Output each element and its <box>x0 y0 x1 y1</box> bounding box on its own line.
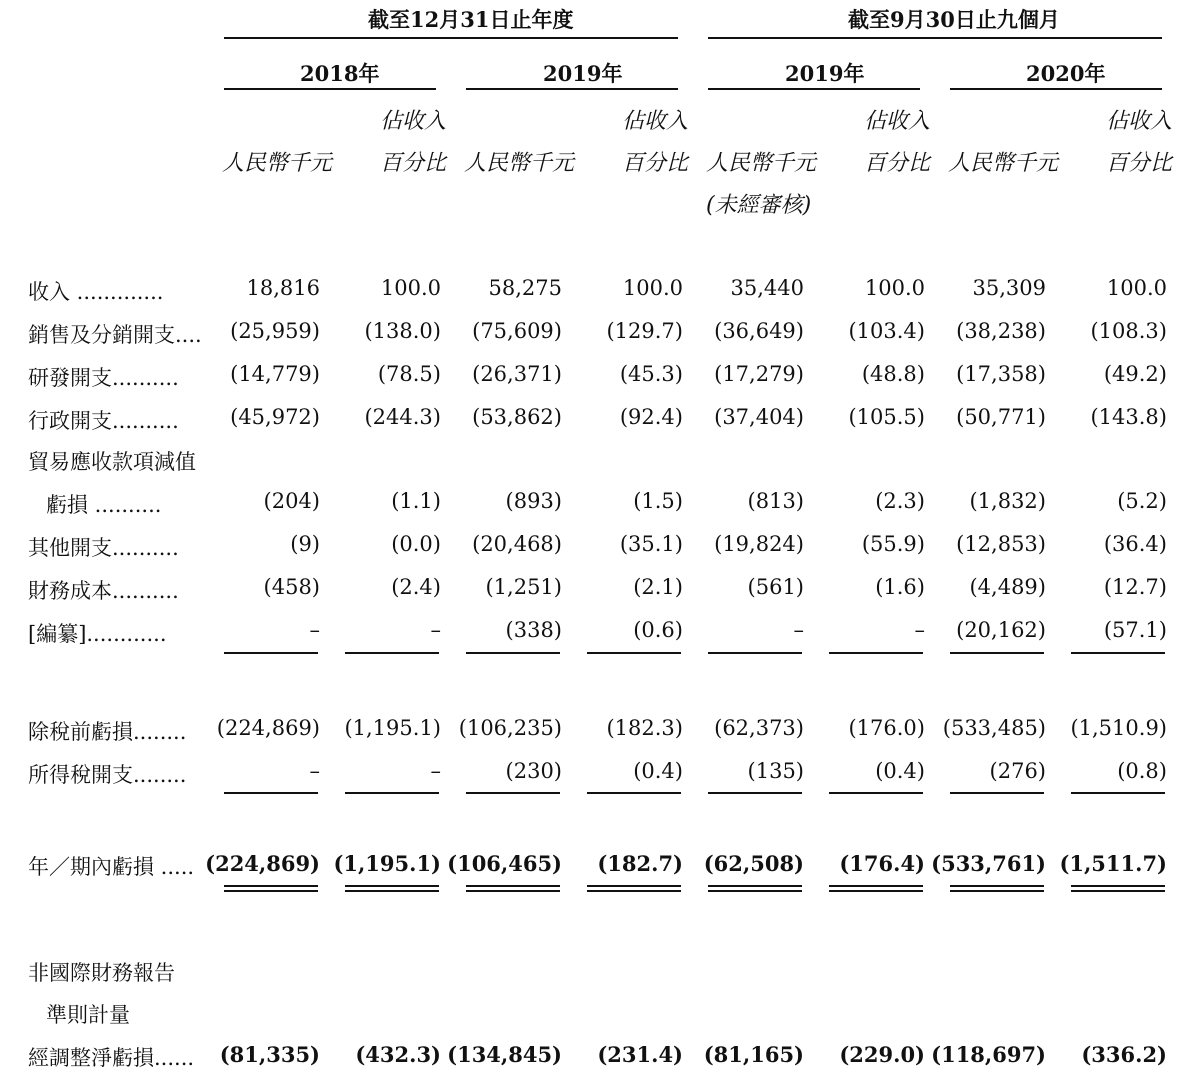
subtotal-rule <box>829 792 923 794</box>
table-cell: (19,824) <box>714 532 804 556</box>
row-label: 財務成本.......... <box>28 579 179 603</box>
table-cell: 100.0 <box>864 276 925 300</box>
table-cell: – <box>430 759 441 783</box>
subtotal-rule <box>1071 652 1165 654</box>
table-cell: (336.2) <box>1081 1042 1167 1067</box>
table-cell: (143.8) <box>1090 405 1167 429</box>
group1-rule <box>224 37 678 39</box>
subtotal-rule <box>466 652 560 654</box>
table-cell: – <box>309 618 320 642</box>
table-cell: (0.8) <box>1117 759 1167 783</box>
row-label: [編纂]............ <box>28 622 167 646</box>
table-cell: (1,251) <box>485 575 562 599</box>
table-cell: (244.3) <box>364 405 441 429</box>
table-cell: (813) <box>747 489 804 513</box>
total-double-rule <box>950 885 1044 892</box>
table-cell: (533,485) <box>942 716 1046 740</box>
table-cell: (62,508) <box>703 851 804 876</box>
table-cell: (134,845) <box>447 1042 562 1067</box>
year-2020-9m-header: 2020年 <box>1026 61 1106 86</box>
table-cell: (106,465) <box>447 851 562 876</box>
table-cell: (37,404) <box>714 405 804 429</box>
subtotal-rule <box>950 652 1044 654</box>
table-cell: (36,649) <box>714 319 804 343</box>
table-cell: (57.1) <box>1103 618 1167 642</box>
year-2019-header: 2019年 <box>543 61 623 86</box>
table-cell: (106,235) <box>458 716 562 740</box>
table-cell: (1,195.1) <box>344 716 441 740</box>
subtotal-rule <box>1071 792 1165 794</box>
table-cell: – <box>430 618 441 642</box>
subtotal-rule <box>345 792 439 794</box>
table-cell: (1,195.1) <box>333 851 441 876</box>
table-cell: (338) <box>505 618 562 642</box>
group2-rule <box>708 37 1162 39</box>
table-cell: (75,609) <box>472 319 562 343</box>
year-rule-2 <box>466 88 678 90</box>
table-cell: (1,832) <box>969 489 1046 513</box>
table-cell: – <box>914 618 925 642</box>
table-cell: (224,869) <box>205 851 320 876</box>
table-cell: 58,275 <box>488 276 562 300</box>
table-cell: (36.4) <box>1103 532 1167 556</box>
table-cell: (81,165) <box>703 1042 804 1067</box>
subtotal-rule <box>224 652 318 654</box>
table-cell: (78.5) <box>377 362 441 386</box>
table-cell: (1,511.7) <box>1059 851 1167 876</box>
row-label: 所得稅開支........ <box>28 763 187 787</box>
table-cell: (176.4) <box>839 851 925 876</box>
table-cell: (2.1) <box>633 575 683 599</box>
table-cell: (53,862) <box>472 405 562 429</box>
unit-header-3: 人民幣千元 <box>706 151 817 176</box>
year-2019-9m-header: 2019年 <box>785 61 865 86</box>
table-cell: (0.0) <box>391 532 441 556</box>
year-rule-4 <box>950 88 1162 90</box>
table-cell: (0.4) <box>875 759 925 783</box>
pct-header-3a: 佔收入 <box>864 109 931 134</box>
table-cell: (182.7) <box>597 851 683 876</box>
row-label: 其他開支.......... <box>28 536 179 560</box>
table-cell: 100.0 <box>1106 276 1167 300</box>
table-cell: (561) <box>747 575 804 599</box>
total-double-rule <box>224 885 318 892</box>
row-label: 收入 ............. <box>28 280 164 304</box>
table-cell: (230) <box>505 759 562 783</box>
pct-header-4a: 佔收入 <box>1106 109 1173 134</box>
row-label: 銷售及分銷開支.... <box>28 323 202 347</box>
subtotal-rule <box>708 792 802 794</box>
table-cell: (12.7) <box>1103 575 1167 599</box>
table-cell: (14,779) <box>230 362 320 386</box>
table-cell: (81,335) <box>219 1042 320 1067</box>
row-label: 虧損 .......... <box>46 493 162 517</box>
table-cell: (138.0) <box>364 319 441 343</box>
pct-header-2a: 佔收入 <box>622 109 689 134</box>
header-group-year-end: 截至12月31日止年度 <box>368 7 574 32</box>
table-cell: (45.3) <box>619 362 683 386</box>
table-cell: 100.0 <box>380 276 441 300</box>
total-double-rule <box>829 885 923 892</box>
subtotal-rule <box>466 792 560 794</box>
table-cell: (12,853) <box>956 532 1046 556</box>
subtotal-rule <box>345 652 439 654</box>
table-cell: 35,440 <box>730 276 804 300</box>
table-cell: (108.3) <box>1090 319 1167 343</box>
pct-header-1a: 佔收入 <box>380 109 447 134</box>
table-cell: (224,869) <box>216 716 320 740</box>
table-cell: (276) <box>989 759 1046 783</box>
table-cell: (17,279) <box>714 362 804 386</box>
unit-header-1: 人民幣千元 <box>222 151 333 176</box>
table-cell: (533,761) <box>931 851 1046 876</box>
table-cell: 18,816 <box>246 276 320 300</box>
subtotal-rule <box>708 652 802 654</box>
header-group-nine-months: 截至9月30日止九個月 <box>848 7 1060 32</box>
table-cell: (20,468) <box>472 532 562 556</box>
table-cell: (17,358) <box>956 362 1046 386</box>
table-cell: (1,510.9) <box>1070 716 1167 740</box>
pct-header-1b: 百分比 <box>380 151 447 176</box>
table-cell: (129.7) <box>606 319 683 343</box>
table-cell: – <box>309 759 320 783</box>
subtotal-rule <box>587 652 681 654</box>
table-cell: 100.0 <box>622 276 683 300</box>
table-cell: (2.4) <box>391 575 441 599</box>
unit-header-4: 人民幣千元 <box>948 151 1059 176</box>
pct-header-2b: 百分比 <box>622 151 689 176</box>
table-cell: (62,373) <box>714 716 804 740</box>
table-cell: (0.6) <box>633 618 683 642</box>
unaudited-note: (未經審核) <box>706 193 812 218</box>
subtotal-rule <box>224 792 318 794</box>
subtotal-rule <box>587 792 681 794</box>
table-cell: (5.2) <box>1117 489 1167 513</box>
table-cell: (231.4) <box>597 1042 683 1067</box>
table-cell: (893) <box>505 489 562 513</box>
row-label: 行政開支.......... <box>28 409 179 433</box>
year-rule-3 <box>708 88 920 90</box>
table-cell: (105.5) <box>848 405 925 429</box>
table-cell: (1.1) <box>391 489 441 513</box>
table-cell: (92.4) <box>619 405 683 429</box>
table-cell: (2.3) <box>875 489 925 513</box>
table-cell: (229.0) <box>839 1042 925 1067</box>
unit-header-2: 人民幣千元 <box>464 151 575 176</box>
table-cell: (135) <box>747 759 804 783</box>
subtotal-rule <box>950 792 1044 794</box>
subtotal-rule <box>829 652 923 654</box>
row-label: 經調整淨虧損...... <box>28 1046 195 1070</box>
table-cell: (0.4) <box>633 759 683 783</box>
total-double-rule <box>708 885 802 892</box>
total-double-rule <box>587 885 681 892</box>
table-cell: (4,489) <box>969 575 1046 599</box>
table-cell: (176.0) <box>848 716 925 740</box>
row-label: 年／期內虧損 ..... <box>28 855 195 879</box>
table-cell: (25,959) <box>230 319 320 343</box>
table-cell: (1.6) <box>875 575 925 599</box>
table-cell: (55.9) <box>861 532 925 556</box>
table-cell: 35,309 <box>972 276 1046 300</box>
total-double-rule <box>1071 885 1165 892</box>
table-cell: (9) <box>290 532 320 556</box>
year-rule-1 <box>224 88 436 90</box>
row-label: 貿易應收款項減值 <box>28 450 196 474</box>
table-cell: (204) <box>263 489 320 513</box>
table-cell: (20,162) <box>956 618 1046 642</box>
table-cell: (432.3) <box>355 1042 441 1067</box>
row-label: 除稅前虧損........ <box>28 720 187 744</box>
total-double-rule <box>466 885 560 892</box>
pct-header-4b: 百分比 <box>1106 151 1173 176</box>
table-cell: (35.1) <box>619 532 683 556</box>
table-cell: (458) <box>263 575 320 599</box>
year-2018-header: 2018年 <box>300 61 380 86</box>
table-cell: (182.3) <box>606 716 683 740</box>
table-cell: (45,972) <box>230 405 320 429</box>
pct-header-3b: 百分比 <box>864 151 931 176</box>
table-cell: (1.5) <box>633 489 683 513</box>
total-double-rule <box>345 885 439 892</box>
table-cell: (49.2) <box>1103 362 1167 386</box>
table-cell: (38,238) <box>956 319 1046 343</box>
table-cell: (50,771) <box>956 405 1046 429</box>
row-label: 非國際財務報告 <box>28 961 175 985</box>
row-label: 準則計量 <box>46 1003 130 1027</box>
row-label: 研發開支.......... <box>28 366 179 390</box>
table-cell: (118,697) <box>931 1042 1046 1067</box>
table-cell: (26,371) <box>472 362 562 386</box>
table-cell: (48.8) <box>861 362 925 386</box>
table-cell: – <box>793 618 804 642</box>
table-cell: (103.4) <box>848 319 925 343</box>
